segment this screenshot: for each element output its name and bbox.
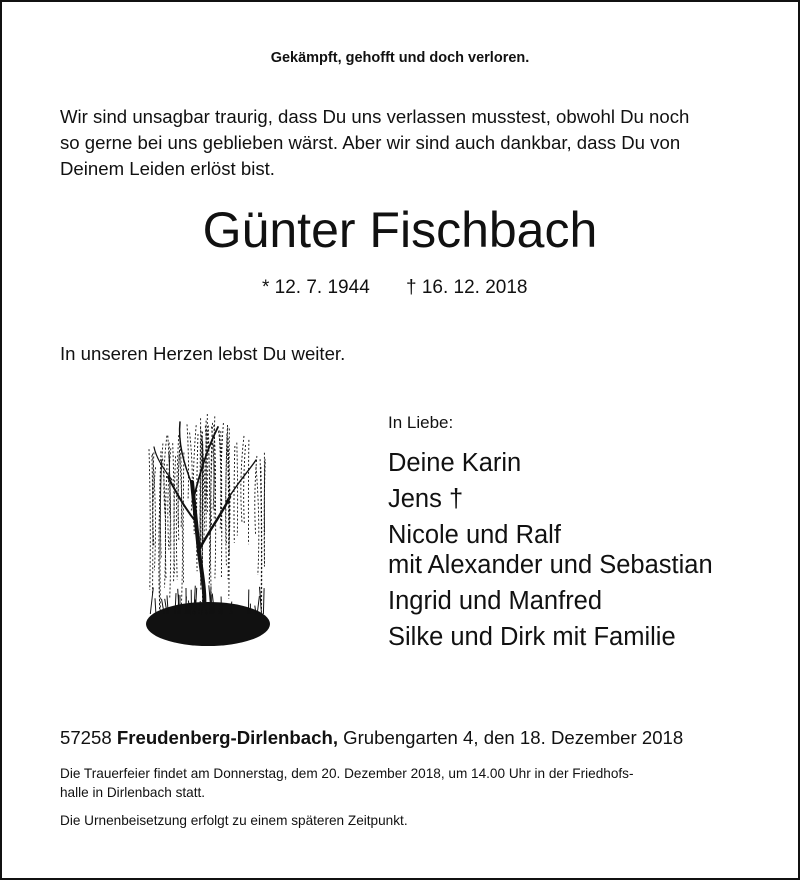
closing-line: In unseren Herzen lebst Du weiter. — [60, 343, 346, 364]
mourner-entry: Deine Karin — [388, 449, 522, 477]
mourner-entry: Jens † — [388, 485, 464, 513]
postcode: 57258 — [60, 727, 112, 748]
funeral-note — [60, 764, 750, 802]
city: Freudenberg-Dirlenbach, — [116, 727, 338, 748]
urn-note: Die Urnenbeisetzung erfolgt zu einem späteren Zeitpunkt. — [60, 813, 408, 828]
mourner-line: mit Alexander und Sebastian — [388, 551, 713, 579]
address-line — [60, 726, 683, 750]
deceased-name: Günter Fischbach — [202, 202, 598, 258]
mourner-line: Nicole und Ralf — [388, 521, 561, 549]
funeral-note-line: Die Trauerfeier findet am Donnerstag, dem 20. Dezember 2018, um 14.00 Uhr in der Friedhofs- — [60, 766, 634, 781]
birth-date: * 12. 7. 1944 — [262, 277, 370, 298]
funeral-note-line: halle in Dirlenbach statt. — [60, 785, 206, 800]
intro-line: so gerne bei uns geblieben wärst. Aber wir sind auch dankbar, dass Du von — [60, 132, 681, 153]
intro-text — [60, 104, 750, 182]
intro-line: Deinem Leiden erlöst bist. — [60, 158, 275, 179]
mourner-entry — [388, 520, 713, 580]
death-date: † 16. 12. 2018 — [406, 277, 528, 298]
intro-line: Wir sind unsagbar traurig, dass Du uns verlassen musstest, obwohl Du noch — [60, 106, 690, 127]
mourners-label: In Liebe: — [388, 413, 454, 432]
mourner-entry: Ingrid und Manfred — [388, 587, 603, 615]
mourner-entry: Silke und Dirk mit Familie — [388, 623, 676, 651]
street-and-date: Grubengarten 4, den 18. Dezember 2018 — [343, 727, 684, 748]
mourners-list — [388, 448, 713, 658]
funeral-notes — [60, 764, 750, 839]
motto: Gekämpft, gehofft und doch verloren. — [270, 50, 530, 66]
weeping-willow-icon — [138, 402, 278, 658]
